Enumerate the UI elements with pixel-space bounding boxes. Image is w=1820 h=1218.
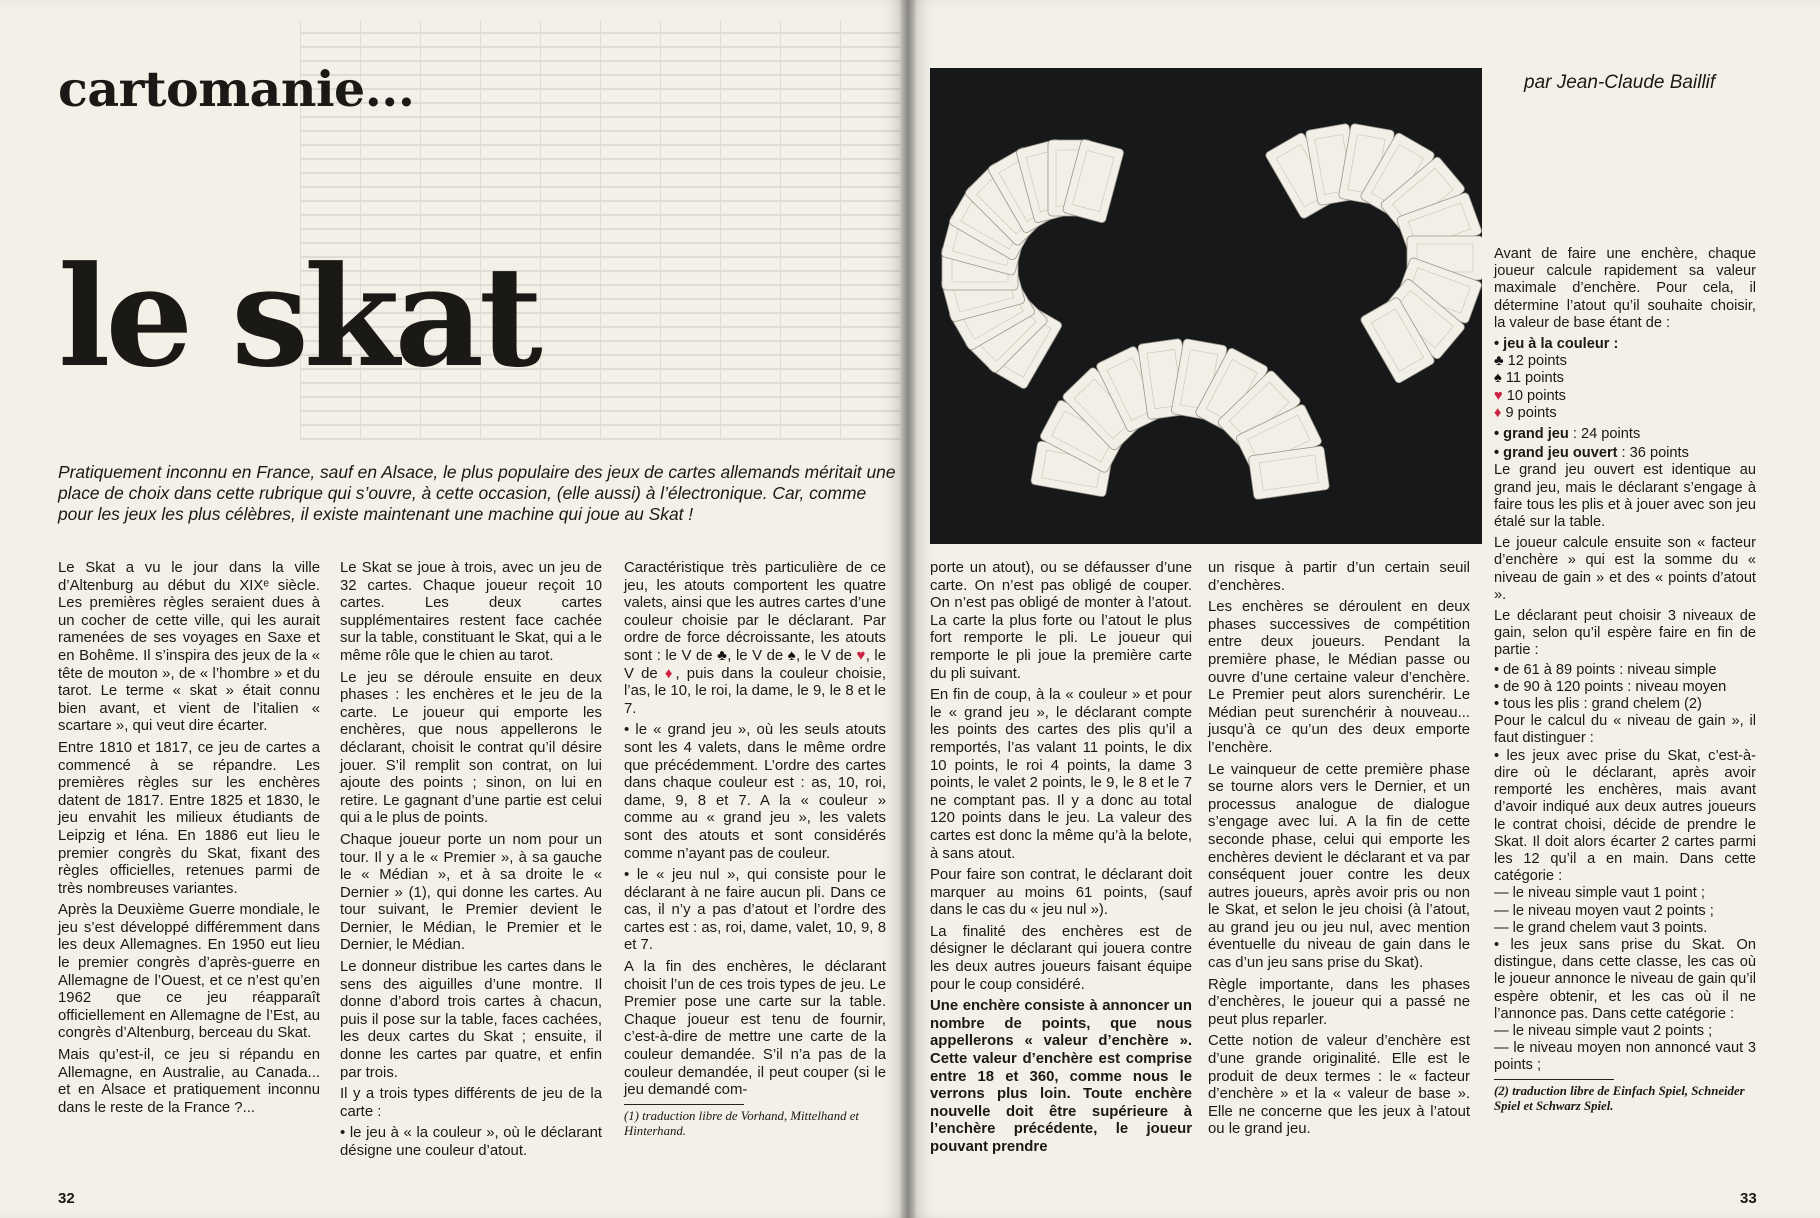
spade-icon: ♠ bbox=[1494, 370, 1502, 387]
paragraph: Pour le calcul du « niveau de gain », il faut distinguer : bbox=[1494, 713, 1756, 747]
list-item: ♠ 11 points bbox=[1494, 370, 1564, 387]
list-item: — le grand chelem vaut 3 points. bbox=[1494, 919, 1708, 936]
grand-jeu-line: • grand jeu : 24 points bbox=[1494, 426, 1641, 443]
card-fan-bottom bbox=[1030, 338, 1329, 499]
author-byline: par Jean-Claude Baillif bbox=[1524, 72, 1716, 93]
list-item: — le niveau simple vaut 2 points ; bbox=[1494, 1022, 1713, 1039]
footnote-2: (2) traduction libre de Einfach Spiel, Schneider Spiel et Schwarz Spiel. bbox=[1494, 1083, 1745, 1113]
with-skat-list bbox=[1494, 885, 1756, 937]
paragraph: Le Skat se joue à trois, avec un jeu de 32 cartes. Chaque joueur reçoit 10 cartes. Les deux cartes supplémentaires restent face cachée sur la table, constituant le Skat, qui a le même rôle que le chien au tarot. bbox=[340, 560, 602, 664]
paragraph: un risque à partir d’un certain seuil d’enchères. bbox=[1208, 560, 1470, 594]
paragraph: Le donneur distribue les cartes dans le sens des aiguilles d’une montre. Il donne d’abord trois cartes à chacun, puis il pose sur la table, faces cachées, les deux cartes du Skat ; ensuite, il donne les cartes par quatre, et enfin par trois. bbox=[340, 959, 602, 1081]
paragraph: Les enchères se déroulent en deux phases successives de compétition entre deux joueurs. Pendant la première phase, le Médian passe ou ouvre d’une certaine valeur d’enchère. Le Premier peut alors surenchérir. Le Médian peut surenchérir à nouveau... jusqu’à ce qu’un des deux emporte l’enchère. bbox=[1208, 599, 1470, 756]
diamond-icon: ♦ bbox=[1494, 404, 1502, 421]
card-fans-photo bbox=[930, 68, 1482, 544]
paragraph-trump-order: Caractéristique très particulière de ce jeu, les atouts comportent les quatre valets, ainsi que les autres cartes d’une couleur choisie par le déclarant. Par ordre de force décroissante, les atouts sont : le V de ♣, le V de ♠, le V de ♥, le V de ♦, puis dans la couleur choisie, l’as, le 10, le roi, la dame, le 9, le 8 et le 7. bbox=[624, 560, 887, 717]
club-icon: ♣ bbox=[717, 647, 728, 664]
text-column-4 bbox=[930, 560, 1192, 1161]
page-number-left: 32 bbox=[58, 1190, 75, 1207]
paragraph: Mais qu’est-il, ce jeu si répandu en Allemagne, en Australie, au Canada... et en Alsace et pratiquement inconnu dans le reste de la France ?... bbox=[58, 1047, 320, 1116]
paragraph: Le déclarant peut choisir 3 niveaux de gain, selon qu’il espère faire en fin de partie : bbox=[1494, 608, 1756, 659]
paragraph: Le vainqueur de cette première phase se tourne alors vers le Dernier, et un processus analogue de dialogue s’engage avec lui. A la fin de cette seconde phase, celui qui emporte les enchères devient le déclarant et va par conséquent jouer contre les deux autres joueurs, après avoir pris ou non le Skat, et selon le jeu choisi (à l’atout, au grand jeu ou jeu nul, avec mention éventuelle du niveau de gain dans le cas d’un jeu sans prise du Skat). bbox=[1208, 761, 1470, 972]
paragraph: Pour faire son contrat, le déclarant doit marquer au moins 61 points, (sauf dans le cas du « jeu nul »). bbox=[930, 867, 1192, 919]
paragraph: Une enchère consiste à annoncer un nombre de points, que nous appellerons « valeur d’enchère ». Cette valeur d’enchère est comprise entre 18 et 360, comme nous le verrons plus loin. Toute enchère nouvelle doit être supérieure à l’enchère précédente, le joueur pouvant prendre bbox=[930, 998, 1192, 1155]
paragraph: Avant de faire une enchère, chaque joueur calcule rapidement sa valeur maximale d’enchère. Pour cela, il détermine l’atout qu’il souhaite choisir, la valeur de base étant de : bbox=[1494, 246, 1756, 331]
paragraph: La finalité des enchères est de désigner le déclarant qui jouera contre les deux autres joueurs faisant équipe pour le coup considéré. bbox=[930, 923, 1192, 993]
list-item: • tous les plis : grand chelem (2) bbox=[1494, 696, 1702, 713]
card-fan-right bbox=[1264, 123, 1482, 384]
text-column-6 bbox=[1494, 246, 1756, 1118]
paragraph: Règle importante, dans les phases d’enchères, le joueur qui a passé ne peut plus reparler. bbox=[1208, 976, 1470, 1028]
paragraph: Il y a trois types différents de jeu de la carte : bbox=[340, 1086, 602, 1120]
paragraph: Le joueur calcule ensuite son « facteur d’enchère » qui est la somme du « niveau de gain » et des « points d’atout ». bbox=[1494, 535, 1756, 603]
paragraph: • les jeux sans prise du Skat. On distingue, dans cette classe, les cas où le joueur annonce le niveau de gain qu’il espère obtenir, et les cas où il ne l’annonce pas. Dans cette catégorie : bbox=[1494, 936, 1756, 1022]
club-icon: ♣ bbox=[1494, 353, 1504, 370]
paragraph: Le Skat a vu le jour dans la ville d’Altenburg au début du XIXᵉ siècle. Les premières règles seraient dues à un cocher de cette ville, qui les aurait ramenées de ses voyages en Saxe et en Bohême. Il s’inspira des jeux de la « tête de mouton », de « l’hombre » et du tarot. Le terme « skat » était connu bien avant, et vient de l’italien « scartare », qui veut dire écarter. bbox=[58, 560, 320, 735]
text-column-1 bbox=[58, 560, 320, 1121]
card-fan-left bbox=[941, 139, 1125, 390]
paragraph: • les jeux avec prise du Skat, c’est-à-dire où le déclarant, après avoir remporté les enchères, mais avant d’avoir indiqué aux deux autres joueurs le contrat choisi, décide de prendre le Skat. Il doit alors écarter 2 cartes parmi les 12 qu’il a en main. Dans cette catégorie : bbox=[1494, 747, 1756, 885]
list-item: • de 90 à 120 points : niveau moyen bbox=[1494, 678, 1727, 695]
paragraph: porte un atout), ou se défausser d’une carte. On n’est pas obligé de couper. On n’est pas obligé de monter à l’atout. La carte la plus forte ou l’atout le plus fort remporte le pli. Le joueur qui remporte le pli joue la première carte du pli suivant. bbox=[930, 560, 1192, 682]
paragraph: • le « grand jeu », où les seuls atouts sont les 4 valets, dans le même ordre que précédemment. L’ordre des cartes dans chaque couleur est : as, 10, roi, dame, 9, 8 et 7. A la « couleur » comme au « grand jeu », les valets sont des atouts et sont considérés comme n’ayant pas de couleur. bbox=[624, 722, 886, 862]
list-item: — le niveau moyen non annoncé vaut 3 points ; bbox=[1494, 1040, 1756, 1074]
left-page bbox=[0, 0, 908, 1218]
paragraph: Entre 1810 et 1817, ce jeu de cartes a commencé à se répandre. Les premières règles sur les enchères datent de 1817. Entre 1825 et 1830, le jeu envahit les milieux étudiants de Leipzig et Iéna. En 1886 eut lieu le premier congrès du Skat, fixant des règles officielles, retenues parmi de très nombreuses variantes. bbox=[58, 739, 320, 897]
list-item: — le niveau moyen vaut 2 points ; bbox=[1494, 902, 1714, 919]
text-column-2 bbox=[340, 560, 602, 1165]
playing-cards-illustration bbox=[930, 68, 1482, 544]
paragraph: Cette notion de valeur d’enchère est d’une grande originalité. Elle est le produit de deux termes : le « facteur d’enchère » et la « valeur de base ». Elle ne concerne que les jeux à l’atout ou le grand jeu. bbox=[1208, 1033, 1470, 1138]
footnote-1: (1) traduction libre de Vorhand, Mittelhand et Hinterhand. bbox=[624, 1108, 859, 1138]
paragraph: Le jeu se déroule ensuite en deux phases : les enchères et le jeu de la carte. Le joueur qui emporte les enchères, que nous appellerons le déclarant, choisit le contrat qu’il désire jouer. S’il remplit son contrat, on lui ajoute des points ; sinon, on lui en retire. Le gagnant d’une partie est celui qui a le plus de points. bbox=[340, 669, 602, 827]
paragraph: En fin de coup, à la « couleur » et pour le « grand jeu », le déclarant compte les points des cartes des plis qu’il a remportés, l’as valant 11 points, le dix 10 points, le roi 4 points, la dame 3 points, le valet 2 points, le 9, le 8 et le 7 ne comptant pas. Il y a donc au total 120 points dans le jeu. La valeur des cartes est donc la même qu’à la belote, à sans atout. bbox=[930, 687, 1192, 862]
paragraph: Chaque joueur porte un nom pour un tour. Il y a le « Premier », à sa gauche le « Médian », et à sa droite le « Dernier » (1), qui donne les cartes. Au tour suivant, le Premier devient le Dernier, le Médian, le Premier et le Dernier, le Médian. bbox=[340, 831, 602, 954]
paragraph: • le « jeu nul », qui consiste pour le déclarant à ne faire aucun pli. Dans ce cas, il n’y a pas d’atout et l’ordre des cartes est : as, roi, dame, valet, 10, 9, 8 et 7. bbox=[624, 867, 886, 954]
grand-jeu-ouvert-line: • grand jeu ouvert : 36 points bbox=[1494, 445, 1689, 462]
list-item: ♦ 9 points bbox=[1494, 404, 1557, 421]
paragraph: • le jeu à « la couleur », où le déclarant désigne une couleur d’atout. bbox=[340, 1125, 602, 1159]
heart-icon: ♥ bbox=[856, 647, 866, 664]
diamond-icon: ♦ bbox=[664, 665, 676, 682]
footnote-rule bbox=[1494, 1079, 1614, 1080]
spade-icon: ♠ bbox=[787, 647, 797, 664]
without-skat-list bbox=[1494, 1023, 1756, 1075]
paragraph: Le grand jeu ouvert est identique au grand jeu, mais le déclarant s’engage à faire tous les plis et à jouer avec son jeu étalé sur la table. bbox=[1494, 462, 1756, 531]
article-intro: Pratiquement inconnu en France, sauf en Alsace, le plus populaire des jeux de cartes allemands méritait une place de choix dans cette rubrique qui s’ouvre, à cette occasion, (elle aussi) à l’électronique. Car, comme pour les jeux les plus célèbres, il existe maintenant une machine qui joue au Skat ! bbox=[58, 462, 896, 524]
list-item: — le niveau simple vaut 1 point ; bbox=[1494, 885, 1705, 902]
list-item: ♣ 12 points bbox=[1494, 353, 1567, 370]
text-column-3 bbox=[624, 560, 886, 1143]
gain-levels-list bbox=[1494, 662, 1756, 714]
suit-values-list bbox=[1494, 353, 1756, 422]
text-column-5 bbox=[1208, 560, 1470, 1143]
article-headline: le skat bbox=[58, 235, 538, 398]
spine-gutter bbox=[900, 0, 916, 1218]
list-item: • de 61 à 89 points : niveau simple bbox=[1494, 661, 1717, 678]
paragraph: A la fin des enchères, le déclarant choisit l’un de ces trois types de jeu. Le Premier pose une carte sur la table. Chaque joueur est tenu de fournir, c’est-à-dire de mettre une carte de la couleur demandée. S’il n’a pas de la couleur demandée, il peut couper (si le jeu demandé com- bbox=[624, 959, 886, 1099]
page-number-right: 33 bbox=[1740, 1190, 1757, 1207]
list-item: ♥ 10 points bbox=[1494, 387, 1566, 404]
paragraph: Après la Deuxième Guerre mondiale, le jeu s’est développé différemment dans les deux Allemagnes. En 1950 eut lieu le premier congrès d’après-guerre en Allemagne de l’Ouest, et ce n’est qu’en 1962 que ce jeu réapparaît officiellement en Allemagne de l’Est, au congrès d’Altenburg, berceau du Skat. bbox=[58, 902, 320, 1042]
heart-icon: ♥ bbox=[1494, 387, 1503, 404]
footnote-rule bbox=[624, 1104, 744, 1105]
base-value-heading: • jeu à la couleur : bbox=[1494, 336, 1619, 353]
section-kicker: cartomanie... bbox=[58, 60, 415, 118]
